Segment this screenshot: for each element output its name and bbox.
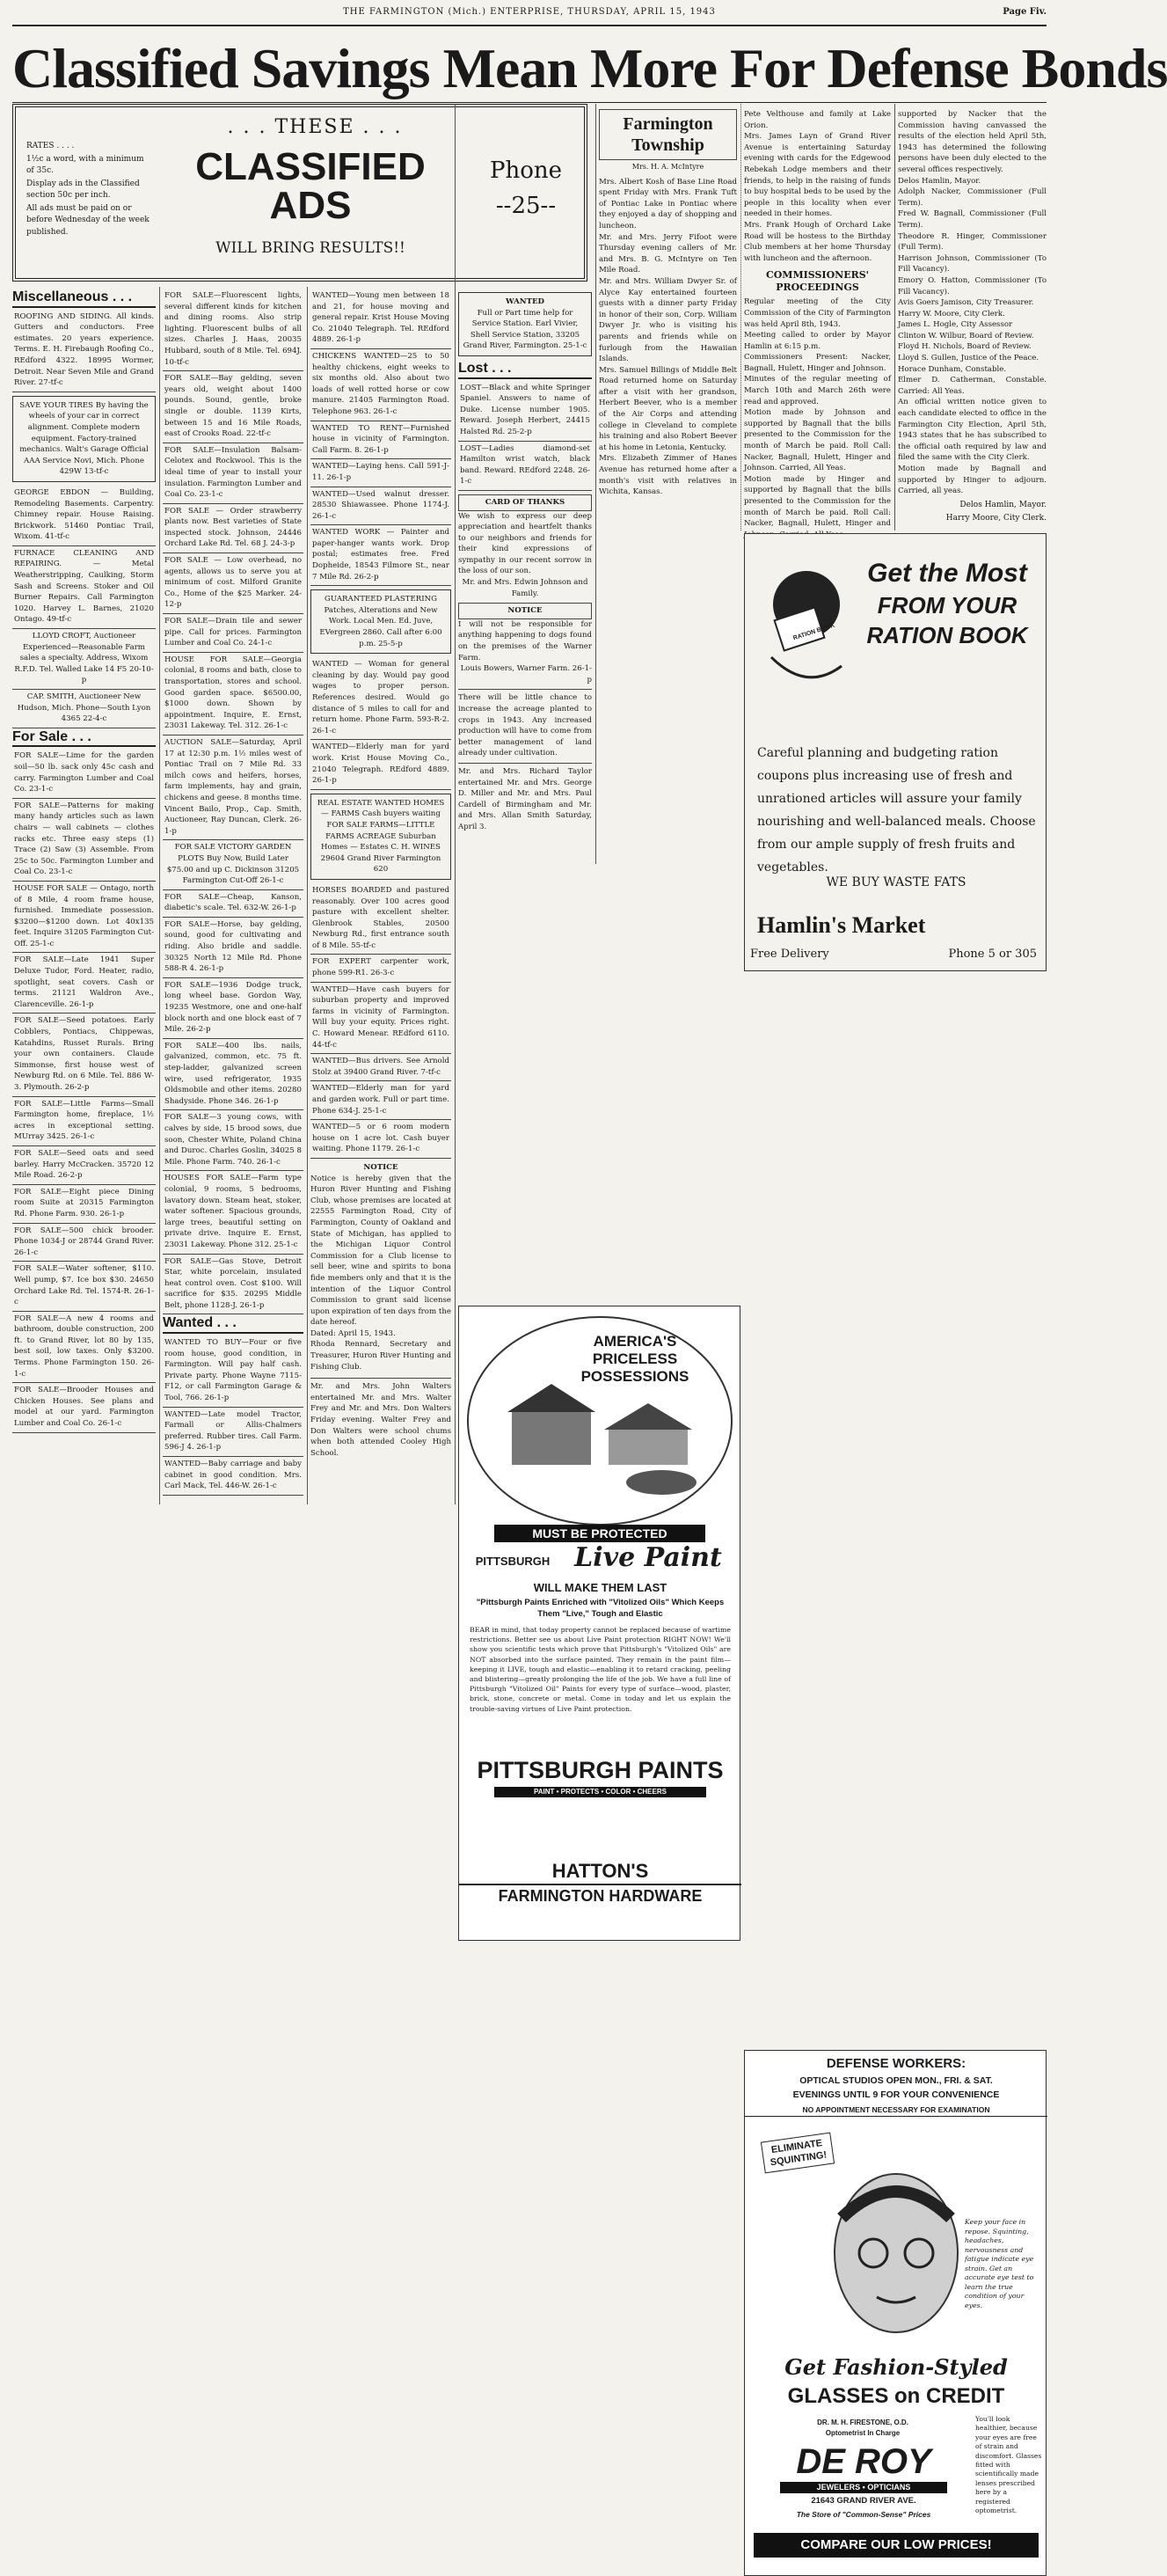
no-appointment-line: NO APPOINTMENT NECESSARY FOR EXAMINATION [745,2105,1047,2117]
classified-ad: FOR SALE—Lime for the garden soil—50 lb. sack only 45c cash and carry. Farmington Lumber and Coal Co. 23-1-c [12,749,156,798]
proceedings-item: Harrison Johnson, Commissioner (To Fill Vacancy). [898,253,1047,274]
glasses-on-credit: GLASSES on CREDIT [787,2384,1005,2408]
classified-ad: FOR SALE — Low overhead, no agents, allows us to serve you at minimum of cost. Milford Granite Co., Home of the $25 Marker. 24-12-p [163,553,303,614]
classified-ad: FOR SALE—Patterns for making many handy articles such as lawn chairs — wall cabinets — clothes racks etc. Three easy steps (1) Trace (2) Saw (3) Assemble. From 25c to 50c. Farmington Lumber and Coal Co. 23-1-c [12,799,156,882]
doctor-name: DR. M. H. FIRESTONE, O.D. [817,2419,908,2426]
proceedings-item: Horace Dunham, Constable. [898,364,1007,374]
boxed-ad-service-station [458,292,592,356]
squint-tip: Keep your face in repose. Squinting, headaches, nervousness and fatigue indicate eye strain. Get an accurate eye test to learn the true condition of your eyes. [965,2218,1034,2309]
store-name: Hamlin's Market [757,912,926,938]
news-item: Mrs. Samuel Billings of Middle Belt Road returned home on Saturday after a visit with her grandson, Herbert Beever, who is a member of the Air Corps and attending college in Cleveland to complete his training and also Robert Beever at his home in Letonia, Kentucky. [599,365,737,452]
proceedings-item: Motion made by Johnson and supported by Bagnall that the bills presented to the Commission for the month of March be paid. Roll Call: Nacker, Bagnall, Hulett, Hinger and Johnson. Carried, All Yeas. [744,408,891,473]
classified-ad: GEORGE EBDON — Building, Remodeling Basements. Carpentry. Chimney repair. House Raising. Brickwork. 51460 Pontiac Trail, Wixom. 41-tf-c [12,486,156,546]
township-news [599,109,737,531]
classified-ads-box [12,104,587,282]
classified-ad: LLOYD CROFT, Auctioneer Experienced—Reasonable Farm sales a specialty. Address, Wixom R.F.D. Tel. Walled Lake 14 F5 20-10-p [12,629,156,690]
notice-date: Dated: April 15, 1943. [310,1328,396,1338]
rates-line: All ads must be paid on or before Wednesday of the week published. [26,203,150,237]
rates-line: 1½c a word, with a minimum of 35c. [26,154,144,175]
card-of-thanks-signature: Mr. and Mrs. Edwin Johnson and Family. [462,578,588,598]
classified-ad: FOR SALE—A new 4 rooms and bathroom, double construction, 200 ft. to Grand River, lot 80 by 135, best soil, low taxes. Only $3200. Terms. Phone Farmington 150. 26-1-c [12,1312,156,1384]
news-item: Mr. and Mrs. Jerry Fifoot were Thursday evening callers of Mr. and Mrs. B. G. McIntyre on Ten Mile Road. [599,232,737,275]
classified-ad: HOUSE FOR SALE—Georgia colonial, 8 rooms and bath, close to transportation, stores and school. Good garden space. $6500.00, $1000 down. Shown by appointment. Inquire, E. Ernst, 23031 Lakeway. Tel. 312. 26-1-c [163,653,303,735]
classified-ad: FOR SALE—Horse, bay gelding, sound, good for cultivating and riding. Also bridle and saddle. 30325 North 12 Mile Rd. Phone 588-R 4. 26-1-p [163,918,303,978]
proceedings-item: Lloyd S. Gullen, Justice of the Peace. [898,354,1039,363]
social-item: Mr. and Mrs. Richard Taylor entertained Mr. and Mrs. George D. Miller and Mr. and Mrs. Paul Cardell of Birmingham and Mr. and Mrs. Allan Smith Saturday, April 3. [458,763,592,833]
proceedings-item: Delos Hamlin, Mayor. [898,176,981,186]
classified-ad: ROOFING AND SIDING. All kinds. Gutters and conductors. Free estimates. 20 years experience. Terms. E. H. Firebaugh Roofing Co., REdford 4322. 18995 Wormer, Detroit. Near Seven Mile and Grand River. 27-tf-c [12,310,156,392]
paint-head-2: PRICELESS [592,1350,678,1367]
classified-ad: WANTED TO BUY—Four or five room house, good condition, in Farmington. Will pay half cash. Private party. Phone Wayne 7115-F12, or call Farmington Garage & Tool, 766. 26-1-p [163,1336,303,1408]
proceedings-item: Harry W. Moore, City Clerk. [898,309,1005,318]
classified-ad: FOR SALE—Bay gelding, seven years old, weight about 1400 pounds. Sound, gentle, broke single or double. 1139 Kirts, between 15 and 16 Mile Roads, east of Crooks Road. 22-tf-c [163,371,303,443]
proceedings-item: Motion made by Bagnall and supported by Hinger to adjourn. Carried, all yeas. [898,465,1047,496]
compare-prices-banner: COMPARE OUR LOW PRICES! [754,2533,1039,2558]
proceedings-item: Commissioners Present: Nacker, Bagnall, Hulett, Hinger and Johnson. [744,353,891,373]
classified-ad: AUCTION SALE—Saturday, April 17 at 12:30 p.m. 1½ miles west of Pontiac Trail on 7 Mile Rd. 33 milch cows and heifers, horses, farm implements, hay and grain, chickens and geese. 8 months time. Vincent Bailo, Prop., Cap. Smith, Auctioneer, Ray Duncan, Clerk. 26-1-p [163,735,303,840]
must-protect-banner: MUST BE PROTECTED [494,1525,705,1542]
news-item: Mrs. James Layn of Grand River Avenue is entertaining Saturday evening with cards for the Edgewood Rebekah Lodge members and their friends, to help in the raising of funds to buy hospital beds to be used by the people in this locality when ever needed in their homes. [744,132,891,219]
top-rule [12,25,1047,26]
township-byline: Mrs. H. A. McIntyre [631,163,704,171]
card-of-thanks-body: We wish to express our deep appreciation and heartfelt thanks to our neighbors and friends for their kind expressions of sympathy in our recent sorrow in the loss of our son. [458,511,592,576]
eliminate-squinting-sign: ELIMINATE SQUINTING! [761,2133,835,2174]
paint-head-1: AMERICA'S [593,1333,677,1350]
store-slogan: The Store of "Common-Sense" Prices [796,2510,931,2519]
doctor-title: Optometrist In Charge [825,2429,901,2437]
column-divider [455,104,456,1504]
classified-title [174,145,447,227]
de-roy-logo: DE ROY [796,2442,931,2481]
classified-ad: WANTED—Bus drivers. See Arnold Stolz at 39400 Grand River. 7-tf-c [310,1054,451,1081]
news-item: Mrs. Elizabeth Zimmer of Hanes Avenue has returned home after a month's visit with relatives in Wichita, Kansas. [599,454,737,497]
proceedings-item: supported by Nacker that the Commission having canvassed the results of the election held April 5th, 1943 has determined the following persons have been duly elected to the several offices respectively. [898,110,1047,174]
township-title: Farmington Township [599,109,737,160]
classified-ad: FOR SALE—Drain tile and sewer pipe. Call for prices. Farmington Lumber and Coal Co. 24-1-c [163,614,303,653]
proceedings-item: Meeting called to order by Mayor Hamlin at 6:15 p.m. [744,331,891,351]
proceedings-item: Floyd H. Nichols, Board of Review. [898,342,1032,352]
pittsburgh-paint-ad [458,1306,740,1941]
fashion-styled-script: Get Fashion-Styled [784,2354,1008,2380]
news-item: Mrs. Frank Hough of Orchard Lake Road will be hostess to the Birthday Club members at her home Thursday with luncheon and the afternoon. [744,220,891,263]
ration-head-1: Get the Most [867,559,1027,588]
classified-ad: FOR SALE—Gas Stove, Detroit Star, white porcelain, insulated heat control oven. Cost $100. Will sacrifice for $35. 20295 Middle Belt, phone 1128-J. 26-1-p [163,1255,303,1315]
ration-head-3: RATION BOOK [866,622,1028,648]
section-head-wanted: Wanted . . . [163,1314,303,1334]
ration-badge: RATION BOOK [792,622,836,642]
ration-head-2: FROM YOUR [877,592,1017,618]
signature-mayor: Delos Hamlin, Mayor. [959,500,1047,509]
paint-tagline: PAINT • PROTECTS • COLOR • CHEERS [494,1787,706,1797]
classified-ad: FOR SALE—Fluorescent lights, several different kinds for kitchen and dining rooms. Also strip lighting. Fluorescent bulbs of all sizes. Charles J. Haas, 20035 Hubbard, south of 8 Mile. Tel. 694J. 10-tf-c [163,289,303,371]
results-slogan: WILL BRING RESULTS!! [215,239,405,257]
classified-ad: FOR SALE—1936 Dodge truck, long wheel base. Gordon Way, 19235 Westmore, one and one-half block north and one block east of 7 Mile. 26-2-p [163,978,303,1039]
notice-heading: NOTICE [363,1162,398,1172]
will-make-last: WILL MAKE THEM LAST [533,1581,667,1594]
social-item: Mr. and Mrs. John Walters entertained Mr. and Mrs. Walter Frey and Mr. and Mrs. Don Walters Friday evening. Walter Frey and Don Walters were school chums when both attended Cooley High School. [310,1378,451,1459]
classified-ad: FOR SALE VICTORY GARDEN PLOTS Buy Now, Build Later $75.00 and up C. Dickinson 31205 Farmington Cut-Off 26-1-c [163,840,303,889]
column-divider [159,287,160,1504]
page-folio [12,7,1047,21]
classified-ad: CAP. SMITH, Auctioneer New Hudson, Mich. Phone—South Lyon 4365 22-4-c [12,690,156,728]
column-miscellaneous [12,289,156,1506]
folio-center: THE FARMINGTON (Mich.) ENTERPRISE, THURSDAY, APRIL 15, 1943 [343,7,716,17]
car-icon [626,1470,697,1495]
section-head-lost: Lost . . . [458,360,592,379]
proceedings-item: Avis Goers Jamison, City Treasurer. [898,298,1034,308]
paint-body: BEAR in mind, that today property cannot be replaced because of wartime restrictions. Better see us about Live Paint protection RIGHT NOW! We'll show you scientific tests which prove that Pittsburgh's "Vitolized Oils" are NOT absorbed into the surface painted. They remain in the paint film—keeping it LIVE, tough and elastic—enabling it to retard cracking, peeling and blistering—greatly prolonging the life of the job. We have a full line of Pittsburgh "Vitolized Oil" Paints for every type of surface—wood, plaster, brick, stone, concrete or metal. Come in today and let us explain the trouble-saving virtues of Live Paint protection. [470,1626,731,1713]
store-phone: Phone 5 or 305 [948,948,1037,961]
column-divider [595,104,596,864]
classified-ad: WANTED—Laying hens. Call 591-J-11. 26-1-p [310,459,451,487]
commissioners-heading: COMMISSIONERS' PROCEEDINGS [765,269,870,294]
house-icon [609,1430,688,1465]
boxed-ad-plastering: GUARANTEED PLASTERING Patches, Alterations and New Work. Local Men. Ed. Juve, EVergreen 2860. Call after 6:00 p.m. 25-5-p [310,589,451,654]
news-item: Pete Velthouse and family at Lake Orion. [744,110,891,130]
news-item: Mr. and Mrs. William Dwyer Sr. of Alyce Kay entertained fourteen guests with a dinner party Friday in honor of their son, Corp. William Dwyer Jr. who is visiting his parents and friends while on furlough from the Hawaiian Islands. [599,276,737,364]
filler-item: There will be little chance to increase the acreage planted to crops in 1943. Any increased production will have to come from better management of land already under cultivation. [458,689,592,759]
classified-ad: HOUSE FOR SALE — Ontago, north of 8 Mile, 4 room frame house, furnished. Immediate possession. $3200—$1200 down. Lot 40x135 feet. Inquire 31205 Farmington Cut-Off. 25-1-c [12,882,156,954]
classified-ad: FOR SALE—500 chick brooder. Phone 1034-J or 28744 Grand River. 26-1-c [12,1224,156,1262]
classified-ad: FOR SALE—Water softener, $110. Well pump, $7. Ice box $30. 24650 Orchard Lake Rd. Tel. 1574-R. 26-1-c [12,1262,156,1311]
classified-ad: FOR SALE — Order strawberry plants now. Best varieties of State inspected stock. Johnson, 24446 Orchard Lake Rd. Tel. 68 J. 24-3-p [163,504,303,553]
notice-signature: Louis Bowers, Warner Farm. 26-1-p [460,664,592,684]
ration-body: Careful planning and budgeting ration coupons plus increasing use of fresh and unrationed articles will assure your family nourishing and well-balanced meals. Choose from our ample supply of fresh fruits and vegetables. [757,746,1036,875]
boxed-ad-real-estate: REAL ESTATE WANTED HOMES — FARMS Cash buyers waiting FOR SALE FARMS—LITTLE FARMS ACREAGE Suburban Homes — Estates C. H. WINES 29604 Grand River Farmington 620 [310,794,451,880]
proceedings-item: Regular meeting of the City Commission of the City of Farmington was held April 8th, 1943. [744,297,891,329]
rates-title: RATES . . . . [26,142,75,150]
classified-ad: WANTED—Have cash buyers for suburban property and improved farms in vicinity of Farmington. Will buy your equity. Prices right. C. Howard Menear. REdford 6110. 44-tf-c [310,983,451,1055]
these-label: . . . THESE . . . [227,116,403,138]
classified-ad: WANTED—Baby carriage and baby cabinet in good condition. Mrs. Carl Mack, Tel. 446-W. 26-1-c [163,1457,303,1496]
phone-label: Phone [489,157,563,184]
farmington-hardware: FARMINGTON HARDWARE [459,1884,741,1906]
classified-ad: WANTED—Used walnut dresser. 28530 Shiawassee. Phone 1174-J. 26-1-c [310,487,451,526]
township-news-cont [744,109,891,531]
proceedings-item: Clinton W. Wilbur, Board of Review. [898,331,1034,340]
proceedings-item: Fred W. Bagnall, Commissioner (Full Term). [898,209,1047,230]
phone-block [473,153,579,223]
classified-word: CLASSIFIED [195,145,426,188]
classified-ad: HOUSES FOR SALE—Farm type colonial, 9 rooms, 5 bedrooms, lavatory down. Steam heat, stoker, water softener. Spacious grounds, large trees, beautiful setting on private drive. Inquire E. Ernst, 23031 Lakeway. Phone 312. 25-1-c [163,1171,303,1254]
column-divider [740,104,741,531]
classified-ad: FOR SALE—Seed potatoes. Early Cobblers, Pontiacs, Chippewas, Katahdins, Russet Rurals. Bring your own containers. Claude Simmonse, first house west of Newburg Rd. on 6 Mile. Tel. 886 W-3. Plymouth. 26-2-p [12,1014,156,1096]
news-item: Mrs. Albert Kosh of Base Line Road spent Friday with Mrs. Frank Tuft of Pontiac Lake in Pontiac where they enjoyed a day of shopping and luncheon. [599,177,737,231]
store-address: 21643 GRAND RIVER AVE. [811,2496,916,2506]
ads-word: ADS [269,184,352,227]
classified-ad: WANTED—Elderly man for yard work. Krist House Moving Co., 21040 Telegraph. REdford 4889. 26-1-p [310,740,451,789]
proceedings-item: Minutes of the regular meeting of March 10th and March 26th were read and approved. [744,375,891,406]
classified-ad: FOR SALE—Cheap, Kanson, diabetic's scale. Tel. 632-W. 26-1-p [163,890,303,918]
section-head-for-sale: For Sale . . . [12,728,156,748]
column-lost-notices [458,289,592,862]
notice-signature: Rhoda Rennard, Secretary and Treasurer, Huron River Hunting and Fishing Club. [310,1340,451,1372]
classified-ad: FOR SALE—Brooder Houses and Chicken Houses. See plans and model at our yard. Farmington Lumber and Coal Co. 26-1-c [12,1383,156,1432]
wanted-title: WANTED [505,297,545,306]
waste-fats-line: WE BUY WASTE FATS [826,875,966,889]
classified-ad: FOR EXPERT carpenter work, phone 599-R1. 26-3-c [310,955,451,982]
defense-workers-title: DEFENSE WORKERS: [826,2056,966,2071]
barn-icon [512,1412,591,1465]
flourish-icon [771,657,842,677]
banner-headline: Classified Savings Mean More For Defense Bonds [12,37,1167,99]
optical-hours-2: EVENINGS UNTIL 9 FOR YOUR CONVENIENCE [792,2089,1000,2100]
classified-ad: WANTED—Young men between 18 and 21, for house moving and general repair. Krist House Moving Co. 21040 Telegraph. Tel. REdford 4889. 26-1-p [310,289,451,349]
jewelers-opticians: JEWELERS • OPTICIANS [780,2482,947,2493]
classified-ad: FOR SALE—400 lbs. nails, galvanized, common, etc. 75 ft. step-ladder, galvanized screen wire, used refrigerator, 1935 Oldsmobile and other items. 20280 Shadyside. Phone 346. 26-1-p [163,1039,303,1111]
classified-ad: FOR SALE—Little Farms—Small Farmington home, fireplace, 1½ acres in exceptional setting. MUrray 3425. 26-1-c [12,1097,156,1146]
optical-side-text: You'll look healthier, because your eyes are free of strain and discomfort. Glasses fitted with scientifically made lenses prescribed here by a registered optometrist. [975,2415,1042,2515]
banner-rule [12,102,1047,103]
classified-ad: WANTED—Late model Tractor, Farmall or Allis-Chalmers preferred. Rubber tires. Call Farm. 596-J 4. 26-1-p [163,1408,303,1457]
classified-ad: FOR SALE—Eight piece Dining room Suite at 20315 Farmington Rd. Phone Farm. 930. 26-1-p [12,1185,156,1224]
proceedings-cont [898,109,1047,531]
classified-ad: WANTED—Elderly man for yard and garden work. Full or part time. Phone 634-J. 25-1-c [310,1081,451,1120]
proceedings-item: Elmer D. Catherman, Constable. Carried: All Yeas. [898,376,1047,396]
column-for-sale [163,289,303,1506]
classified-ad: WANTED TO RENT—Furnished house in vicinity of Farmington. Call Farm. 8. 26-1-p [310,421,451,460]
card-of-thanks-heading: CARD OF THANKS [458,494,592,511]
signature-clerk: Harry Moore, City Clerk. [945,514,1047,523]
column-wanted [310,289,451,1506]
column-divider [894,104,895,531]
classified-ad: WANTED—5 or 6 room modern house on 1 acre lot. Cash buyer waiting. Phone 1179. 26-1-c [310,1120,451,1159]
optical-hours-1: OPTICAL STUDIOS OPEN MON., FRI. & SAT. [799,2075,993,2086]
classified-ad: FURNACE CLEANING AND REPAIRING. — Metal Weatherstripping, Caulking, Storm Sash and Screens. Stoker and Oil Burner Repairs. Call Farmington 1020. Harvey L. Barnes, 21020 Ontago. 49-tf-c [12,546,156,629]
phone-number: --25-- [495,193,557,219]
optical-ad [744,2050,1047,2576]
column-divider [307,287,308,1504]
pittsburgh-paints-brand: PITTSBURGH PAINTS [477,1757,724,1783]
classified-ad: CHICKENS WANTED—25 to 50 healthy chickens, eight weeks to six months old. Also about two loads of well rotted horse or cow manure. 21405 Farmington Road. Telephone 963. 26-1-c [310,349,451,421]
rates-line: Display ads in the Classified section 50c per inch. [26,179,140,200]
proceedings-item: Motion made by Hinger and supported by Bagnall that the bills presented to the Commission for the month of March be paid. Roll Call: Nacker, Bagnall, Hulett, Hinger and [744,474,891,529]
proceedings-item: An official written notice given to each candidate elected to office in the Farmington City Election, April 5th, 1943 states that he has subscribed to the official oath required by law and filed the same with the City Clerk. [898,398,1047,463]
paint-subhead: "Pittsburgh Paints Enriched with "Vitolized Oils" Which Keeps Them "Live," Tough and Elastic [476,1598,725,1619]
notice-body: I will not be responsible for anything happening to dogs found on the premises of the Warner Farm. [458,619,592,662]
notice-body: Notice is hereby given that the Huron River Hunting and Fishing Club, whose premises are located at 22555 Farmington Road, City of Farmington, County of Oakland and State of Michigan, has applied to the Michigan Liquor Control Commission for a Club license to sell beer, wine and spirits to bona fide members only and that it is the intention of the Liquor Control Commission to grant said license upon expiration of ten days from the date hereof. [310,1174,451,1328]
classified-ad: LOST—Black and white Springer Spaniel. Answers to name of Duke. License number 1905. Reward. Joseph Herbert, 24415 Halsted Rd. 25-2-p [458,381,592,442]
hatton-name: HATTON'S [551,1860,649,1882]
classified-ad: WANTED WORK — Painter and paper-hanger wants work. Drop postal; estimates free. Fred Dopheide, 18543 Filmore St., near 7 Mile Rd. 26-2-p [310,525,451,586]
proceedings-item: James L. Hogle, City Assessor [898,320,1013,330]
classified-ad: HORSES BOARDED and pastured reasonably. Over 100 acres good pasture with excellent shelter. Glenbrook Stables, 20500 Newburg Rd., first entrance south of 8 Mile. 55-tf-c [310,883,451,955]
wanted-body: Full or Part time help for Service Station. Earl Vivier, Shell Service Station, 33205 Grand River, Farmington. 25-1-c [463,308,587,351]
classified-ad: FOR SALE—Seed oats and seed barley. Harry McCracken. 35720 12 Mile Road. 26-2-p [12,1146,156,1185]
notice-heading: NOTICE [458,603,592,619]
boxed-ad: SAVE YOUR TIRES By having the wheels of your car in correct alignment. Complete modern equipment. Factory-trained mechanics. Walt's Garage Official AAA Service Novi, Mich. Phone 429W 13-tf-c [12,396,156,482]
folio-page-number: Page Fiv. [1003,7,1047,17]
live-paint-script: Live Paint [574,1542,722,1573]
ration-book-ad [744,533,1047,971]
proceedings-item: Adolph Nacker, Commissioner (Full Term). [898,187,1047,208]
classified-ad: FOR SALE—Insulation Balsam-Celotex and Rockwool. This is the ideal time of year to install your insulation. Farmington Lumber and Coal Co. 23-1-c [163,443,303,504]
classified-ad: FOR SALE—3 young cows, with calves by side, 15 brood sows, due soon, Chester White, Poland China and Duroc. Charles Goslin, 34025 8 Mile. Phone Farm. 740. 26-1-c [163,1110,303,1171]
free-delivery: Free Delivery [750,948,829,961]
classified-ad: WANTED — Woman for general cleaning by day. Would pay good wages to proper person. References desired. Would go distance of 5 miles to call for and return home. Phone Farm. 593-R-2. 26-1-c [310,657,451,740]
proceedings-item: Emory O. Hatton, Commissioner (To Fill Vacancy). [898,275,1047,296]
proceedings-item: Theodore R. Hinger, Commissioner (Full Term). [898,231,1047,252]
classified-ad: FOR SALE—Late 1941 Super Deluxe Tudor, Ford. Heater, radio, spotlight, seat covers. Cash or terms. 21121 Waldron Ave., Clarenceville. 26-1-p [12,953,156,1014]
classified-ad: LOST—Ladies diamond-set Hamilton wrist watch, black band. Reward. REdford 2248. 26-1-c [458,442,592,491]
section-head-miscellaneous: Miscellaneous . . . [12,289,156,308]
pittsburgh-label: PITTSBURGH [475,1555,551,1568]
paint-head-3: POSSESSIONS [580,1368,689,1385]
rates-block [26,141,150,239]
